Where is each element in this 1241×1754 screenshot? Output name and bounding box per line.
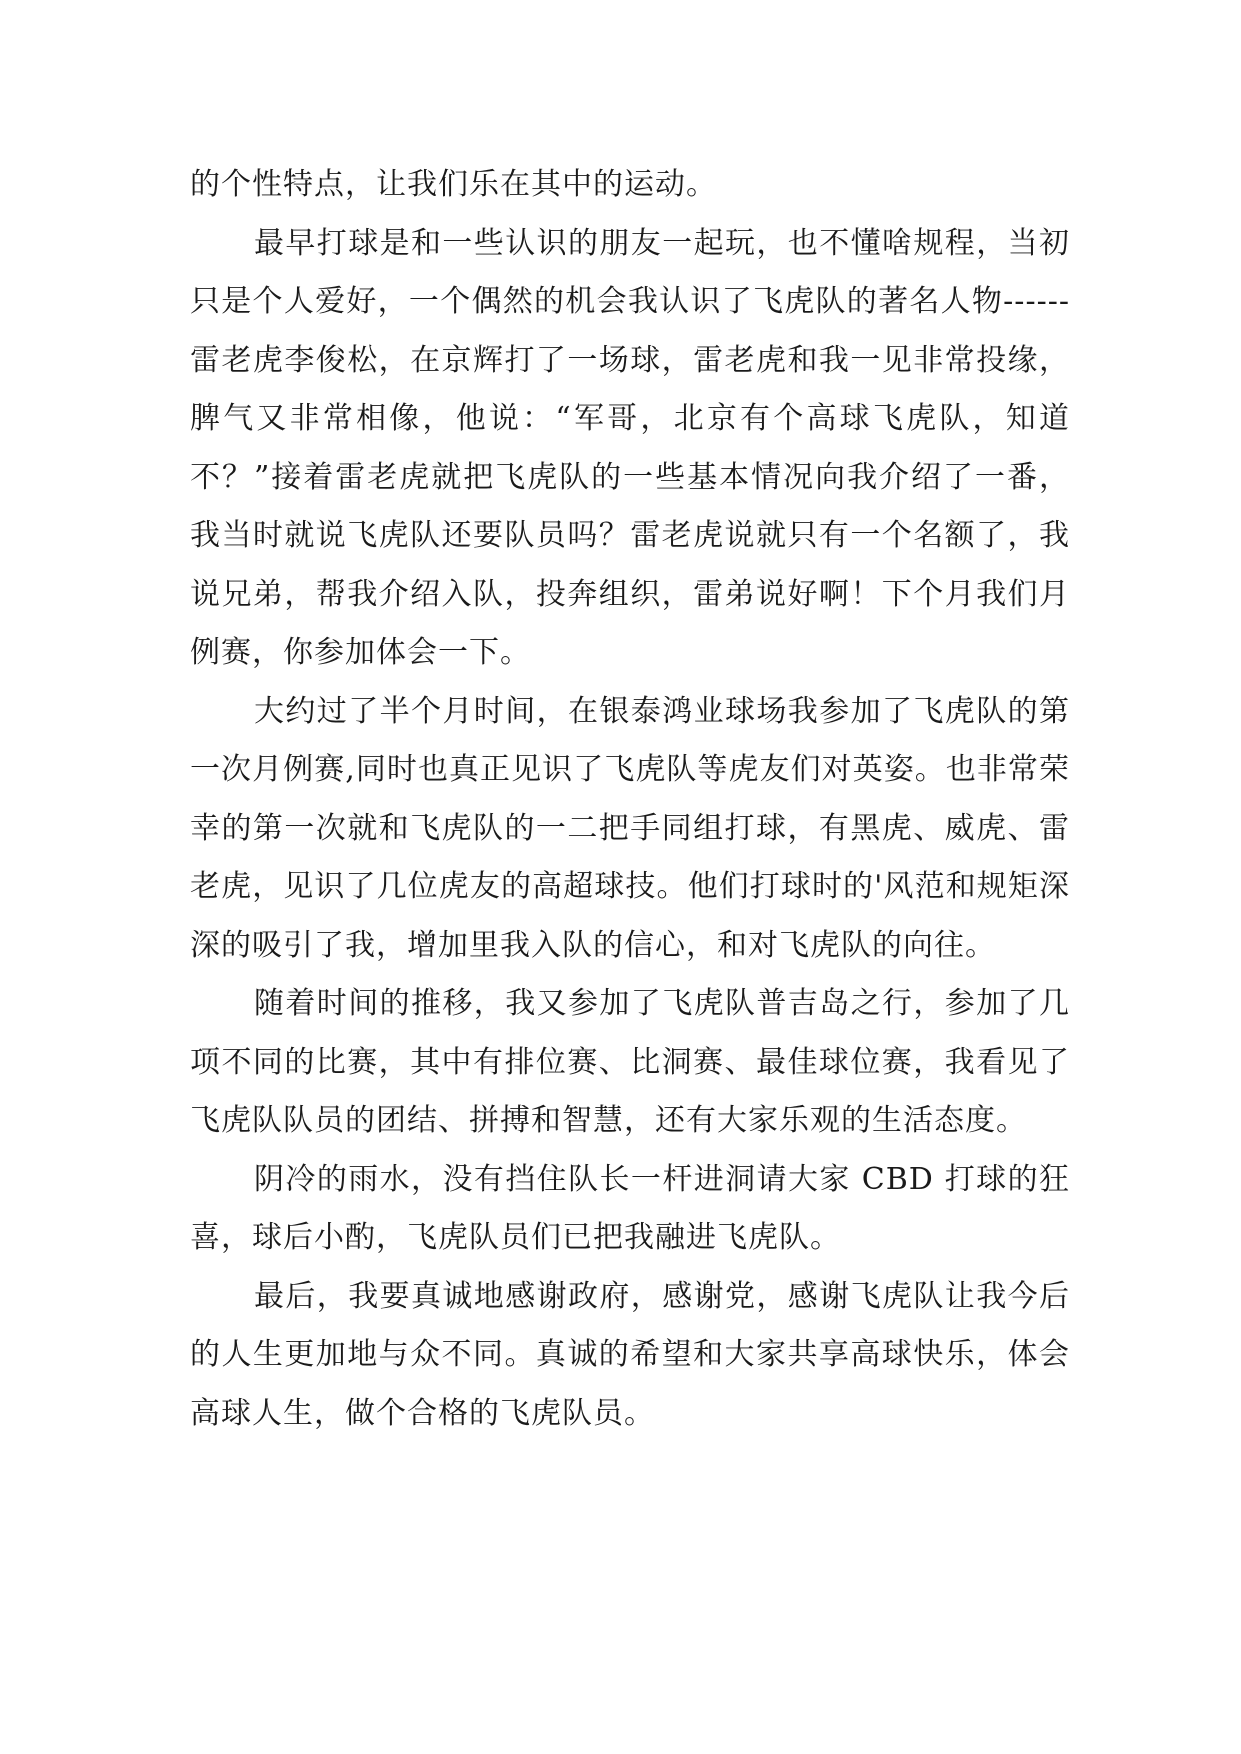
paragraph-3: 大约过了半个月时间，在银泰鸿业球场我参加了飞虎队的第一次月例赛,同时也真正见识了飞虎队等虎友们对英姿。也非常荣幸的第一次就和飞虎队的一二把手同组打球，有黑虎、威虎、雷老虎，见识了几位虎友的高超球技。他们打球时的'风范和规矩深深的吸引了我，增加里我入队的信心，和对飞虎队的向往。 <box>190 693 1070 963</box>
document-body <box>190 156 1070 1443</box>
paragraph-5: 阴冷的雨水，没有挡住队长一杆进洞请大家 CBD 打球的狂喜，球后小酌，飞虎队员们已把我融进飞虎队。 <box>190 1161 1070 1255</box>
paragraph-2: 最早打球是和一些认识的朋友一起玩，也不懂啥规程，当初只是个人爱好，一个偶然的机会我认识了飞虎队的著名人物------雷老虎李俊松，在京辉打了一场球，雷老虎和我一见非常投缘，脾气又非常相像，他说：“军哥，北京有个高球飞虎队，知道不？”接着雷老虎就把飞虎队的一些基本情况向我介绍了一番，我当时就说飞虎队还要队员吗？雷老虎说就只有一个名额了，我说兄弟，帮我介绍入队，投奔组织，雷弟说好啊！下个月我们月例赛，你参加体会一下。 <box>190 225 1070 670</box>
paragraph-1: 的个性特点，让我们乐在其中的运动。 <box>190 167 717 202</box>
paragraph-4: 随着时间的推移，我又参加了飞虎队普吉岛之行，参加了几项不同的比赛，其中有排位赛、比洞赛、最佳球位赛，我看见了飞虎队队员的团结、拼搏和智慧，还有大家乐观的生活态度。 <box>190 986 1070 1138</box>
paragraph-6: 最后，我要真诚地感谢政府，感谢党，感谢飞虎队让我今后的人生更加地与众不同。真诚的希望和大家共享高球快乐，体会高球人生，做个合格的飞虎队员。 <box>190 1278 1070 1431</box>
